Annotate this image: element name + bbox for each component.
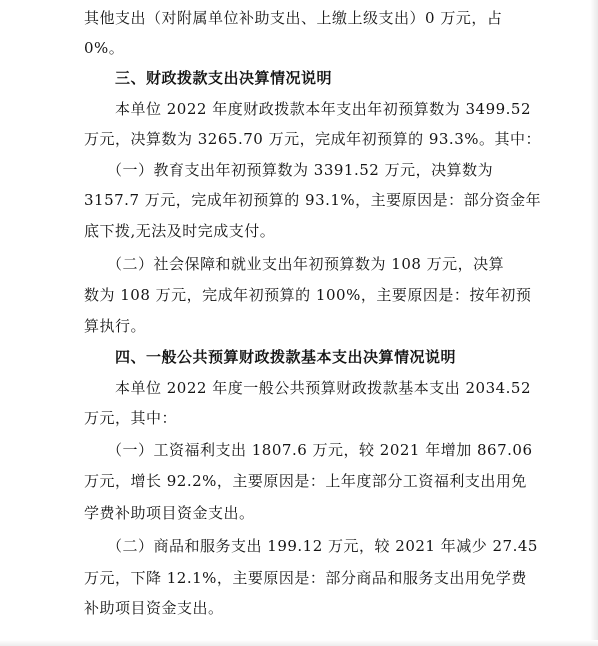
text-line-4: 本单位 2022 年度财政拨款本年支出年初预算数为 3499.52 <box>115 100 532 118</box>
text-line-19: 万元，下降 12.1%，主要原因是：部分商品和服务支出用免学费 <box>84 569 527 587</box>
text-line-6: （一）教育支出年初预算数为 3391.52 万元，决算数为 <box>107 161 494 179</box>
section-heading-3: 三、财政拨款支出决算情况说明 <box>115 69 333 87</box>
text-line-9: （二）社会保障和就业支出年初预算数为 108 万元，决算 <box>107 255 505 273</box>
text-line-7: 3157.7 万元，完成年初预算的 93.1%，主要原因是：部分资金年 <box>84 191 542 209</box>
text-line-5: 万元，决算数为 3265.70 万元，完成年初预算的 93.3%。其中： <box>84 130 541 148</box>
text-line-11: 算执行。 <box>84 317 147 335</box>
text-line-14: 万元，其中： <box>84 409 178 427</box>
text-line-20: 补助项目资金支出。 <box>84 599 224 617</box>
text-line-18: （二）商品和服务支出 199.12 万元，较 2021 年减少 27.45 <box>107 537 538 555</box>
text-line-8: 底下拨,无法及时完成支付。 <box>84 222 276 240</box>
text-line-16: 万元，增长 92.2%，主要原因是：上年度部分工资福利支出用免 <box>84 472 527 490</box>
text-line-1: 其他支出（对附属单位补助支出、上缴上级支出）0 万元，占 <box>84 9 503 27</box>
page-edge-shadow-right <box>590 0 598 646</box>
text-line-17: 学费补助项目资金支出。 <box>84 504 255 522</box>
text-line-13: 本单位 2022 年度一般公共预算财政拨款基本支出 2034.52 <box>115 379 532 397</box>
text-line-15: （一）工资福利支出 1807.6 万元，较 2021 年增加 867.06 <box>107 441 533 459</box>
text-line-10: 数为 108 万元，完成年初预算的 100%，主要原因是：按年初预 <box>84 286 532 304</box>
page-edge-shadow-bottom <box>0 640 598 646</box>
section-heading-4: 四、一般公共预算财政拨款基本支出决算情况说明 <box>115 348 457 366</box>
text-line-2: 0%。 <box>84 39 125 57</box>
